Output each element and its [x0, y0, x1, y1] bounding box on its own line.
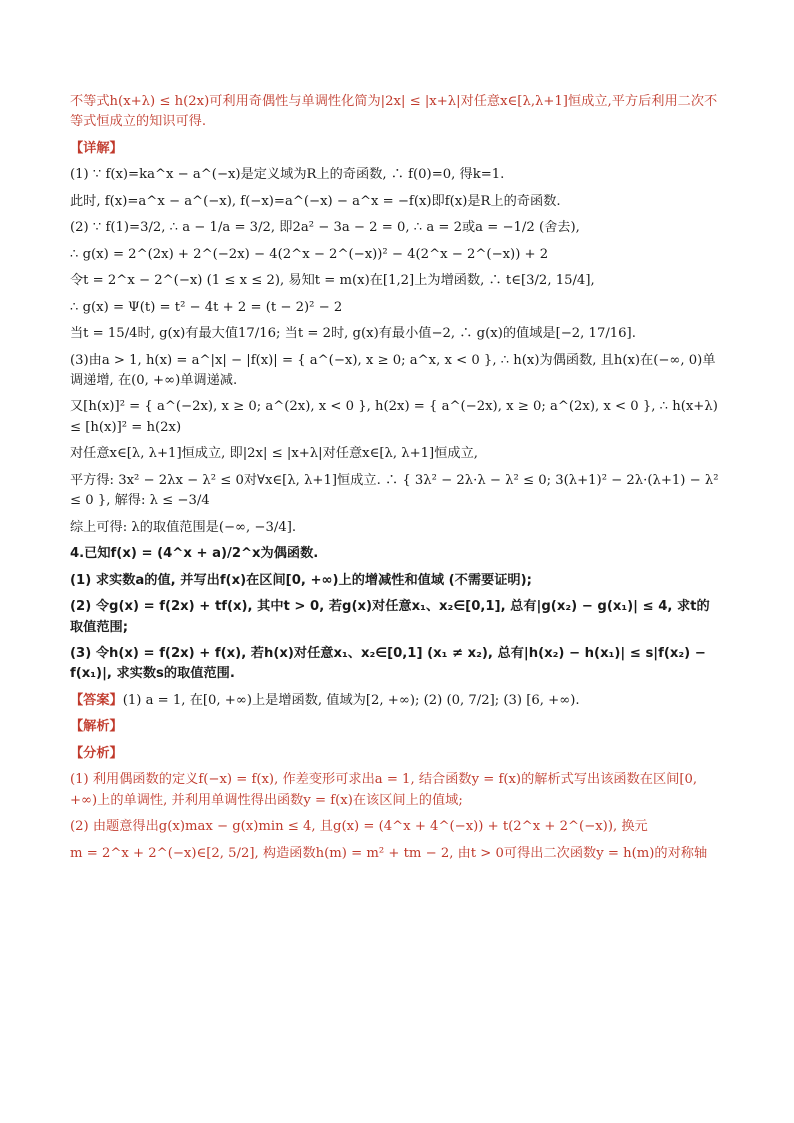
problem4-stem: 4.已知f(x) = (4^x + a)/2^x为偶函数.	[70, 546, 319, 562]
fenxi-line-2: (2) 由题意得出g(x)max − g(x)min ≤ 4, 且g(x) = (4^x + 4^(−x)) + t(2^x + 2^(−x)), 换元	[70, 819, 648, 835]
analysis-tail-line: 不等式h(x+λ) ≤ h(2x)可利用奇偶性与单调性化简为|2x| ≤ |x+λ|对任意x∈[λ,λ+1]恒成立,平方后利用二次不等式恒成立的知识可得.	[70, 94, 718, 130]
jiexi-tag: 【解析】	[70, 719, 123, 735]
detail-line-3: (2) ∵ f(1)=3/2, ∴ a − 1/a = 3/2, 即2a² − 3a − 2 = 0, ∴ a = 2或a = −1/2 (舍去),	[70, 220, 580, 236]
detail-line-12: 综上可得: λ的取值范围是(−∞, −3/4].	[70, 519, 297, 535]
answer-line	[70, 691, 720, 711]
detail-line-7: 当t = 15/4时, g(x)有最大值17/16; 当t = 2时, g(x)有最小值−2, ∴ g(x)的值域是[−2, 17/16].	[70, 326, 636, 342]
answer-tag: 【答案】	[70, 692, 123, 708]
document-page	[70, 92, 720, 870]
detail-line-2: 此时, f(x)=a^x − a^(−x), f(−x)=a^(−x) − a^x = −f(x)即f(x)是R上的奇函数.	[70, 193, 561, 209]
fenxi-tag: 【分析】	[70, 745, 123, 761]
detail-line-6: ∴ g(x) = Ψ(t) = t² − 4t + 2 = (t − 2)² − 2	[70, 299, 343, 315]
detail-tag: 【详解】	[70, 140, 123, 156]
problem4-q3: (3) 令h(x) = f(2x) + f(x), 若h(x)对任意x₁、x₂∈[0,1] (x₁ ≠ x₂), 总有|h(x₂) − h(x₁)| ≤ s|f(x₂) − f(x₁)|, 求实数s的取值范围.	[70, 645, 706, 682]
answer-text: (1) a = 1, 在[0, +∞)上是增函数, 值域为[2, +∞); (2) (0, 7/2]; (3) [6, +∞).	[122, 692, 580, 708]
detail-line-1: (1) ∵ f(x)=ka^x − a^(−x)是定义域为R上的奇函数, ∴ f(0)=0, 得k=1.	[70, 167, 505, 183]
detail-line-11: 平方得: 3x² − 2λx − λ² ≤ 0对∀x∈[λ, λ+1]恒成立. ∴ { 3λ² − 2λ·λ − λ² ≤ 0; 3(λ+1)² − 2λ·(λ+1) − λ² ≤ 0 }, 解得: λ ≤ −3/4	[70, 472, 719, 509]
detail-line-8: (3)由a > 1, h(x) = a^|x| − |f(x)| = { a^(−x), x ≥ 0; a^x, x < 0 }, ∴ h(x)为偶函数, 且h(x)在(−∞, 0)单调递增, 在(0, +∞)单调递减.	[70, 352, 716, 388]
detail-line-9: 又[h(x)]² = { a^(−2x), x ≥ 0; a^(2x), x < 0 }, h(2x) = { a^(−2x), x ≥ 0; a^(2x), x < 0 }, ∴ h(x+λ) ≤ [h(x)]² = h(2x)	[70, 399, 718, 435]
detail-line-4: ∴ g(x) = 2^(2x) + 2^(−2x) − 4(2^x − 2^(−x))² − 4(2^x − 2^(−x)) + 2	[70, 246, 549, 262]
problem4-q1: (1) 求实数a的值, 并写出f(x)在区间[0, +∞)上的增减性和值域 (不需要证明);	[70, 572, 532, 588]
fenxi-line-1: (1) 利用偶函数的定义f(−x) = f(x), 作差变形可求出a = 1, 结合函数y = f(x)的解析式写出该函数在区间[0, +∞)上的单调性, 并利用单调性得出函数y = f(x)在该区间上的值域;	[70, 772, 698, 808]
detail-line-5: 令t = 2^x − 2^(−x) (1 ≤ x ≤ 2), 易知t = m(x)在[1,2]上为增函数, ∴ t∈[3/2, 15/4],	[70, 273, 595, 289]
problem4-q2: (2) 令g(x) = f(2x) + tf(x), 其中t > 0, 若g(x)对任意x₁、x₂∈[0,1], 总有|g(x₂) − g(x₁)| ≤ 4, 求t的取值范围;	[70, 599, 710, 635]
fenxi-line-3: m = 2^x + 2^(−x)∈[2, 5/2], 构造函数h(m) = m² + tm − 2, 由t > 0可得出二次函数y = h(m)的对称轴	[70, 845, 708, 861]
detail-line-10: 对任意x∈[λ, λ+1]恒成立, 即|2x| ≤ |x+λ|对任意x∈[λ, λ+1]恒成立,	[70, 446, 478, 462]
